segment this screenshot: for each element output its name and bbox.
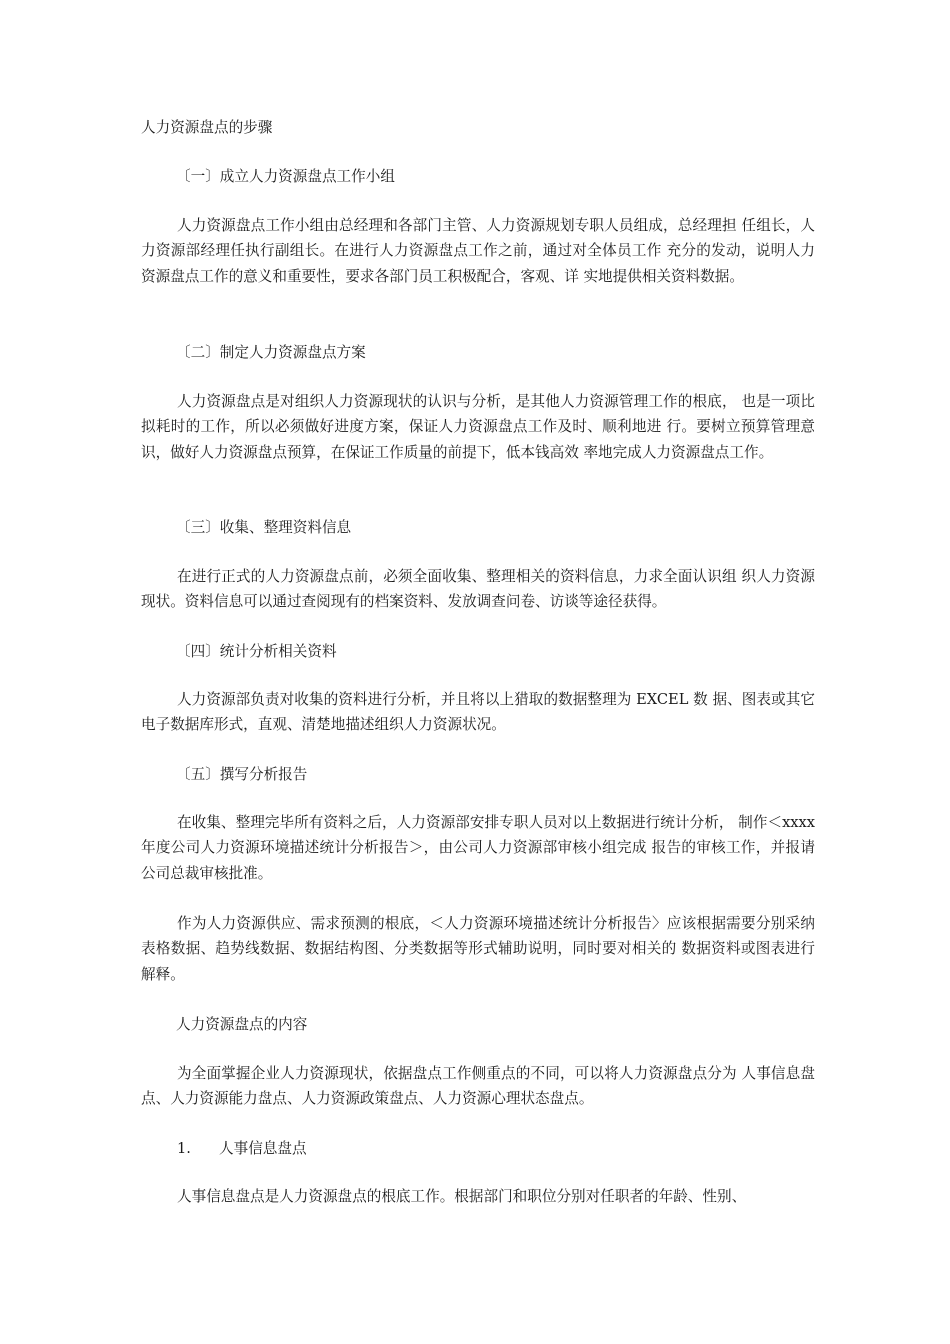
- list-item-heading-1: [177, 1136, 815, 1161]
- section-heading-5: 〔五〕撰写分析报告: [176, 766, 308, 783]
- section-heading-3: 〔三〕收集、整理资料信息: [176, 519, 352, 536]
- list-item-number: 1.: [177, 1140, 191, 1157]
- section-heading-1: 〔一〕成立人力资源盘点工作小组: [176, 168, 395, 185]
- list-item-title: 人事信息盘点: [219, 1140, 307, 1157]
- section-heading-4: 〔四〕统计分析相关资料: [176, 643, 337, 660]
- content-paragraph: 为全面掌握企业人力资源现状，依据盘点工作侧重点的不同，可以将人力资源盘点分为 人事信息盘点、人力资源能力盘点、人力资源政策盘点、人力资源心理状态盘点。: [141, 1065, 815, 1108]
- section-paragraph-2: 人力资源盘点是对组织人力资源现状的认识与分析，是其他人力资源管理工作的根底， 也是一项比拟耗时的工作，所以必须做好进度方案，保证人力资源盘点工作及时、顺利地进 行。要树立预算管理意识，做好人力资源盘点预算，在保证工作质量的前提下，低本钱高效 率地完成人力资源盘点工作。: [141, 393, 815, 461]
- section-paragraph-3: 在进行正式的人力资源盘点前，必须全面收集、整理相关的资料信息，力求全面认识组 织人力资源现状。资料信息可以通过查阅现有的档案资料、发放调查问卷、访谈等途径获得。: [141, 568, 815, 611]
- section-paragraph-5b: 作为人力资源供应、需求预测的根底，＜人力资源环境描述统计分析报告〉应该根据需要分别采纳表格数据、趋势线数据、数据结构图、分类数据等形式辅助说明，同时要对相关的 数据资料或图表进行解释。: [141, 915, 815, 983]
- list-item-paragraph-1: 人事信息盘点是人力资源盘点的根底工作。根据部门和职位分别对任职者的年龄、性别、: [177, 1188, 747, 1205]
- section-paragraph-1: 人力资源盘点工作小组由总经理和各部门主管、人力资源规划专职人员组成，总经理担 任组长，人力资源部经理任执行副组长。在进行人力资源盘点工作之前，通过对全体员工作 充分的发动，说明人力资源盘点工作的意义和重要性，要求各部门员工积极配合，客观、详 实地提供相关资料数据。: [141, 217, 815, 285]
- section-paragraph-5a: 在收集、整理完毕所有资料之后，人力资源部安排专职人员对以上数据进行统计分析， 制作＜xxxx 年度公司人力资源环境描述统计分析报告＞，由公司人力资源部审核小组完成 报告的审核工作，并报请公司总裁审核批准。: [141, 814, 815, 882]
- section-paragraph-4: 人力资源部负责对收集的资料进行分析，并且将以上猎取的数据整理为 EXCEL 数 据、图表或其它电子数据库形式，直观、清楚地描述组织人力资源状况。: [141, 691, 815, 734]
- content-heading: 人力资源盘点的内容: [176, 1016, 308, 1033]
- document-title: 人力资源盘点的步骤: [141, 119, 273, 136]
- section-heading-2: 〔二〕制定人力资源盘点方案: [176, 344, 366, 361]
